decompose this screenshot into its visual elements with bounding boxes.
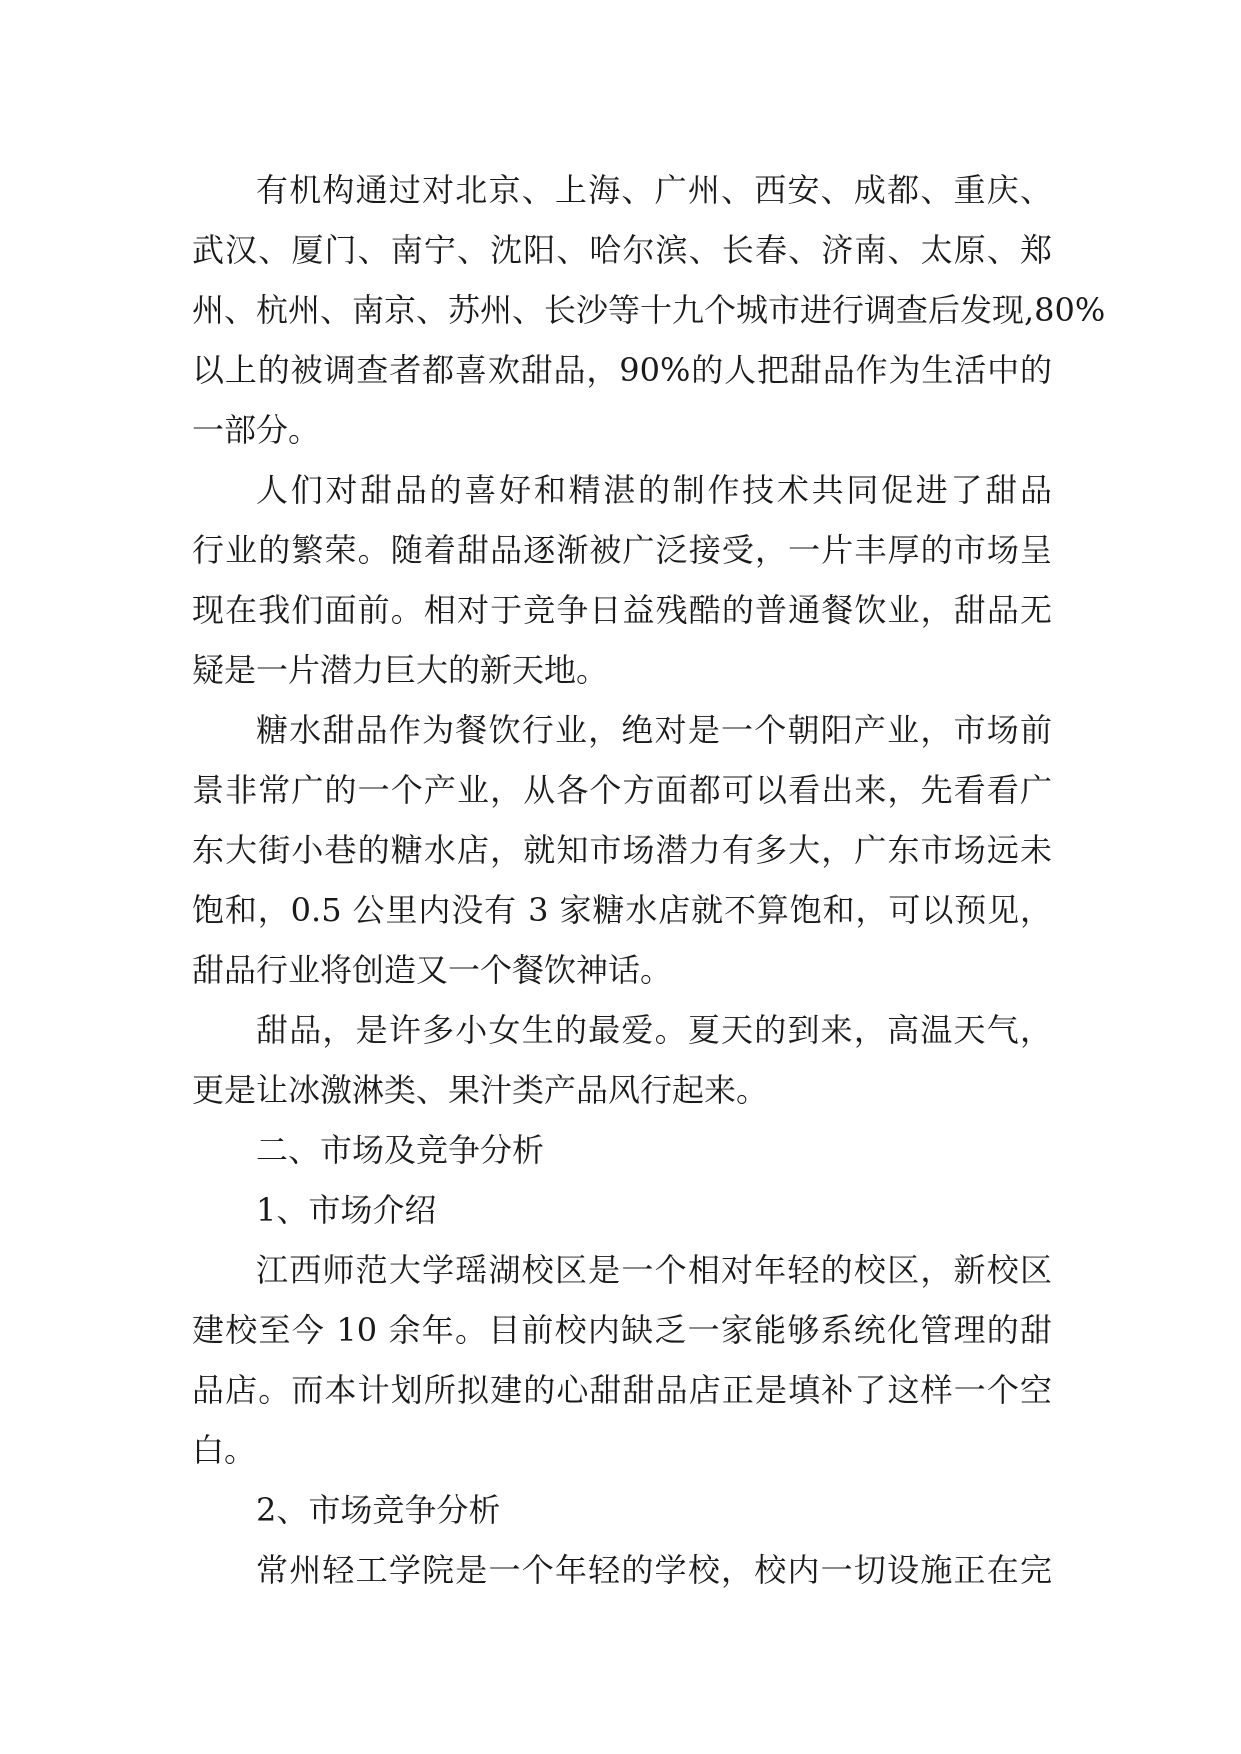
paragraph-line: 甜品行业将创造又一个餐饮神话。: [192, 951, 673, 989]
paragraph-line: 常州轻工学院是一个年轻的学校，校内一切设施正在完: [256, 1551, 1052, 1589]
paragraph-line: 景非常广的一个产业，从各个方面都可以看出来，先看看广: [192, 771, 1052, 809]
paragraph-line: 甜品，是许多小女生的最爱。夏天的到来，高温天气，: [256, 1011, 1052, 1049]
paragraph-line: 一部分。: [192, 411, 321, 449]
paragraph-line: 品店。而本计划所拟建的心甜甜品店正是填补了这样一个空: [192, 1371, 1052, 1409]
paragraph-line: 有机构通过对北京、上海、广州、西安、成都、重庆、: [256, 171, 1052, 209]
subsection-heading: 2、市场竞争分析: [256, 1491, 501, 1529]
document-body: [192, 160, 1106, 1600]
section-heading: 二、市场及竞争分析: [256, 1131, 545, 1169]
paragraph-line: 以上的被调查者都喜欢甜品，90%的人把甜品作为生活中的: [192, 351, 1052, 389]
paragraph-line: 糖水甜品作为餐饮行业，绝对是一个朝阳产业，市场前: [256, 711, 1052, 749]
paragraph-line: 州、杭州、南京、苏州、长沙等十九个城市进行调查后发现,80%: [192, 291, 1106, 329]
paragraph-line: 更是让冰激淋类、果汁类产品风行起来。: [192, 1071, 769, 1109]
subsection-heading: 1、市场介绍: [256, 1191, 437, 1229]
paragraph-line: 人们对甜品的喜好和精湛的制作技术共同促进了甜品: [256, 471, 1052, 509]
paragraph-line: 疑是一片潜力巨大的新天地。: [192, 651, 609, 689]
paragraph-line: 武汉、厦门、南宁、沈阳、哈尔滨、长春、济南、太原、郑: [192, 231, 1052, 269]
paragraph-line: 江西师范大学瑶湖校区是一个相对年轻的校区，新校区: [256, 1251, 1052, 1289]
paragraph-line: 白。: [192, 1431, 257, 1469]
paragraph-line: 饱和，0.5 公里内没有 3 家糖水店就不算饱和，可以预见，: [192, 891, 1052, 929]
paragraph-line: 建校至今 10 余年。目前校内缺乏一家能够系统化管理的甜: [192, 1311, 1052, 1349]
paragraph-line: 行业的繁荣。随着甜品逐渐被广泛接受，一片丰厚的市场呈: [192, 531, 1052, 569]
paragraph-line: 现在我们面前。相对于竞争日益残酷的普通餐饮业，甜品无: [192, 591, 1052, 629]
paragraph-line: 东大街小巷的糖水店，就知市场潜力有多大，广东市场远未: [192, 831, 1052, 869]
